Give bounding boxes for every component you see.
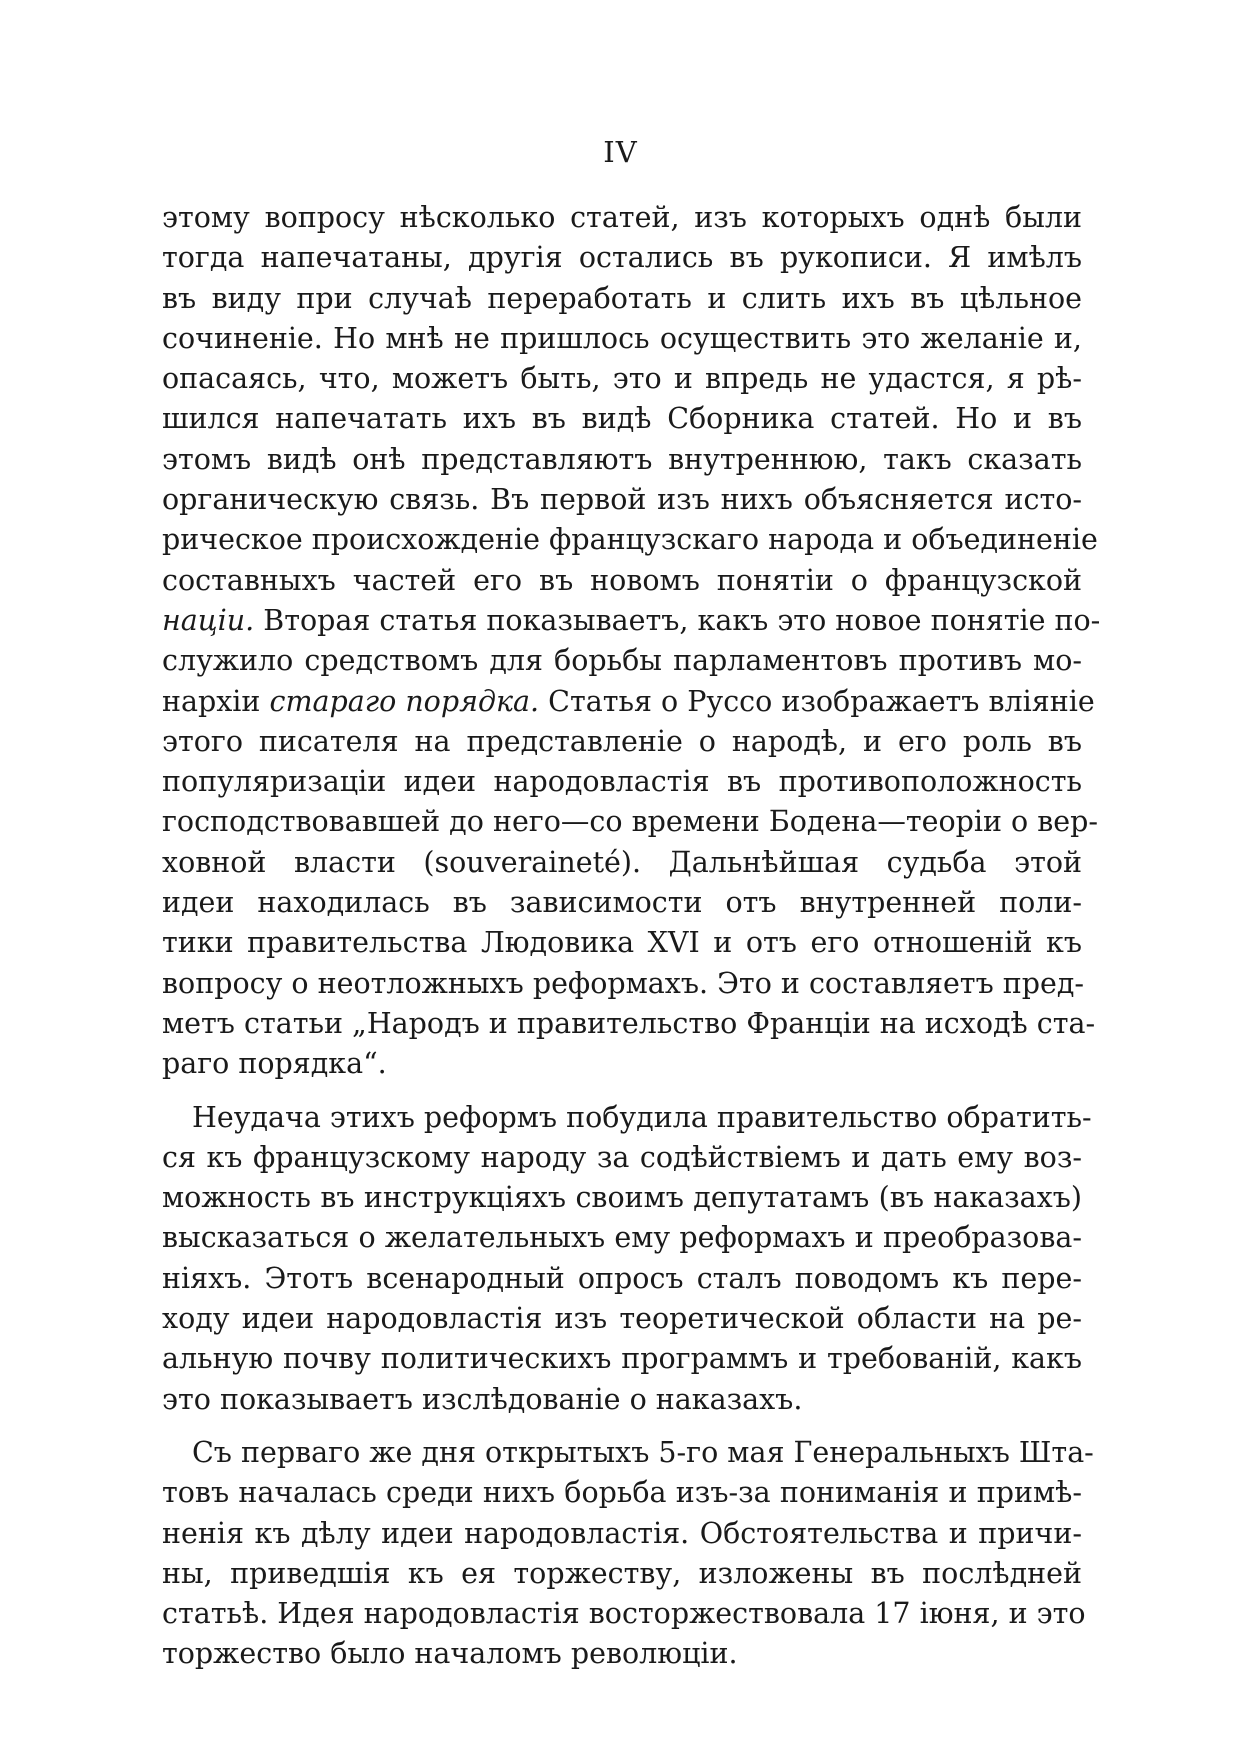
text-line: ны, приведшія къ ея торжеству, изложены въ послѣдней (162, 1556, 1082, 1590)
text-line: тогда напечатаны, другія остались въ рукописи. Я имѣлъ (162, 241, 1082, 275)
italic-term: націи. (162, 603, 255, 637)
text-line: Неудача этихъ реформъ побудила правительство обратить- (192, 1100, 1092, 1134)
text-line: раго порядка“. (162, 1047, 387, 1081)
paragraph-3 (162, 1433, 1094, 1675)
text-line: этому вопросу нѣсколько статей, изъ которыхъ однѣ были (162, 201, 1082, 234)
text-line: метъ статьи „Народъ и правительство Франціи на исходѣ ста- (162, 1006, 1096, 1040)
text-line: ніяхъ. Этотъ всенародный опросъ сталъ поводомъ къ пере- (162, 1261, 1082, 1295)
text-line: ходу идеи народовластія изъ теоретической области на ре- (162, 1302, 1082, 1336)
text-line: служило средствомъ для борьбы парламентовъ противъ мо- (162, 644, 1082, 678)
text-line: составныхъ частей его въ новомъ понятіи о французской (162, 563, 1082, 597)
paragraph-2 (162, 1098, 1092, 1420)
text-line: Съ перваго же дня открытыхъ 5-го мая Генеральныхъ Шта- (192, 1435, 1094, 1469)
text-line: идеи находилась въ зависимости отъ внутренней поли- (162, 886, 1082, 920)
text-line: тики правительства Людовика XVI и отъ его отношеній къ (162, 926, 1082, 960)
text-line-italic (162, 601, 1101, 641)
text-line: популяризаціи идеи народовластія въ противоположность (162, 765, 1082, 799)
text-line: этого писателя на представленіе о народѣ, и его роль въ (162, 724, 1082, 758)
text-line: господствовавшей до него—со времени Бодена—теоріи о вер- (162, 805, 1099, 839)
line-rest: Статья о Руссо изображаетъ вліяніе (539, 684, 1095, 718)
line-rest: Вторая статья показываетъ, какъ это новое понятіе по- (254, 603, 1101, 637)
text-line-italic (162, 682, 1095, 722)
text-line: въ виду при случаѣ переработать и слить ихъ въ цѣльное (162, 281, 1082, 315)
text-line: ховной власти (souveraineté). Дальнѣйшая судьба этой (162, 845, 1082, 879)
text-line: вопросу о неотложныхъ реформахъ. Это и составляетъ пред- (162, 966, 1085, 1000)
text-line: рическое происхожденіе французскаго народа и объединеніе (162, 523, 1098, 557)
paragraph-1 (162, 198, 1101, 1085)
text-line: альную почву политическихъ программъ и требованій, какъ (162, 1342, 1082, 1376)
text-line: статьѣ. Идея народовластія восторжествовала 17 іюня, и это (162, 1597, 1086, 1631)
italic-term: стараго порядка. (269, 684, 540, 718)
text-line: этомъ видѣ онѣ представляютъ внутреннюю, такъ сказать (162, 442, 1082, 476)
text-line: опасаясь, что, можетъ быть, это и впредь не удастся, я рѣ- (162, 362, 1082, 396)
text-line: торжество было началомъ революціи. (162, 1637, 738, 1671)
text-line: можность въ инструкціяхъ своимъ депутатамъ (въ наказахъ) (162, 1181, 1082, 1215)
page-number: IV (603, 135, 638, 169)
text-line: товъ началась среди нихъ борьба изъ-за пониманія и примѣ- (162, 1476, 1082, 1510)
text-line: сочиненіе. Но мнѣ не пришлось осуществить это желаніе и, (162, 321, 1082, 355)
text-line: ся къ французскому народу за содѣйствіемъ и дать ему воз- (162, 1140, 1082, 1174)
text-line: это показываетъ изслѣдованіе о наказахъ. (162, 1382, 803, 1416)
text-line: ненія къ дѣлу идеи народовластія. Обстоятельства и причи- (162, 1516, 1082, 1550)
text-line: органическую связь. Въ первой изъ нихъ объясняется исто- (162, 483, 1082, 517)
body-text (162, 198, 1101, 1675)
text-line: шился напечатать ихъ въ видѣ Сборника статей. Но и въ (162, 402, 1082, 436)
line-start: нархіи (162, 684, 270, 718)
text-line: высказаться о желательныхъ ему реформахъ и преобразова- (162, 1221, 1082, 1255)
